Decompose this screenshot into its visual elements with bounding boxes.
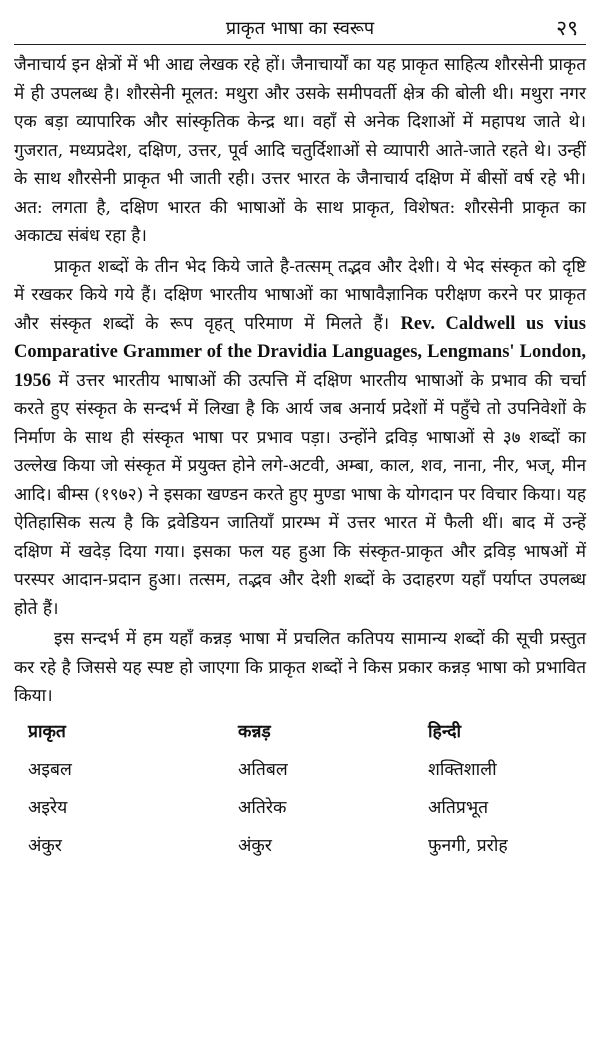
paragraph-3: इस सन्दर्भ में हम यहाँ कन्नड़ भाषा में प्रचलित कतिपय सामान्य शब्दों की सूची प्रस्तुत कर रहे है जिससे यह स्पष्ट हो जाएगा कि प्राकृत शब्दों ने किस प्रकार कन्नड़ भाषा को प्रभावित किया। bbox=[14, 629, 586, 706]
paragraph-2-text-after: में उत्तर भारतीय भाषाओं की उत्पत्ति में दक्षिण भारतीय भाषाओं के प्रभाव की चर्चा करते हुए संस्कृत के सन्दर्भ में लिखा है कि आर्य जब अनार्य प्रदेशों में पहुँचे तो उपनिवेशों के निर्माण के साथ ही संस्कृत भाषा पर प्रभाव पड़ा। उन्होंने द्रविड़ भाषाओं से ३७ शब्दों का उल्लेख किया जो संस्कृत में प्रयुक्त होने लगे-अटवी, अम्बा, काल, शव, नाना, नीर, भज्, मीन आदि। बीम्स (१९७२) ने इसका खण्डन करते हुए मुण्डा भाषा के योगदान पर विचार किया। यह ऐतिहासिक सत्य है कि द्रवेडियन जातियाँ प्रारम्भ में उत्तर भारत में फैली थीं। बाद में उन्हें दक्षिण में खदेड़ दिया गया। इसका फल यह हुआ कि संस्कृत-प्राकृत और द्रविड़ भाषओं में परस्पर आदान-प्रदान हुआ। तत्सम, तद्भव और देशी शब्दों के उदाहरण यहाँ पर्याप्त उपलब्ध होते हैं। bbox=[14, 370, 587, 619]
table-row bbox=[14, 751, 586, 789]
column-header-prakrit: प्राकृत bbox=[28, 721, 66, 742]
table-cell: अतिप्रभूत bbox=[428, 797, 489, 818]
table-cell: फुनगी, प्ररोह bbox=[428, 835, 508, 856]
table-cell: अइबल bbox=[28, 759, 72, 780]
table-cell: अंकुर bbox=[28, 835, 62, 856]
page-number: २९ bbox=[556, 16, 578, 40]
paragraph-2-text-before: प्राकृत शब्दों के तीन भेद किये जाते है-तत्सम् तद्भव और देशी। ये भेद संस्कृत को दृष्टि में रखकर किये गये हैं। दक्षिण भारतीय भाषाओं का भाषावैज्ञानिक परीक्षण करने पर प्राकृत और संस्कृत शब्दों के रूप वृहत् परिमाण में मिलते हैं। bbox=[14, 256, 586, 334]
chapter-title: प्राकृत भाषा का स्वरूप bbox=[225, 18, 375, 39]
table-cell: अतिबल bbox=[238, 759, 288, 780]
table-header-row bbox=[14, 719, 586, 751]
table-cell: अतिरेक bbox=[238, 797, 287, 818]
table-row bbox=[14, 827, 586, 865]
bibliographic-reference: Rev. Caldwell us vius Comparative Grammer of the Dravidia Languages, Lengmans' London, 1956 bbox=[14, 313, 586, 391]
column-header-hindi: हिन्दी bbox=[428, 721, 462, 742]
table-cell: अइरेय bbox=[28, 797, 68, 818]
paragraph-2 bbox=[14, 253, 586, 624]
table-cell: शक्तिशाली bbox=[428, 759, 497, 780]
column-header-kannada: कन्नड़ bbox=[238, 721, 271, 742]
table-cell: अंकुर bbox=[238, 835, 272, 856]
running-header bbox=[14, 8, 586, 45]
table-row bbox=[14, 789, 586, 827]
paragraph-1: जैनाचार्य इन क्षेत्रों में भी आद्य लेखक रहे हों। जैनाचार्यों का यह प्राकृत साहित्य शौरसेनी प्राकृत में ही उपलब्ध है। शौरसेनी मूलत: मथुरा और उसके समीपवर्ती क्षेत्र की बोली थी। मथुरा नगर एक बड़ा व्यापारिक और सांस्कृतिक केन्द्र था। वहाँ से अनेक दिशाओं में महापथ जाते थे। गुजरात, मध्यप्रदेश, दक्षिण, उत्तर, पूर्व आदि चतुर्दिशाओं से व्यापारी आते-जाते रहते थे। उन्हीं के साथ शौरसेनी प्राकृत भी जाती रही। उत्तर भारत के जैनाचार्य दक्षिण में बीसों वर्ष रहे भी। अत: लगता है, दक्षिण भारत की भाषाओं के साथ प्राकृत, विशेषत: शौरसेनी प्राकृत का अकाट्य संबंध रहा है। bbox=[14, 55, 586, 246]
word-comparison-table bbox=[14, 719, 586, 865]
